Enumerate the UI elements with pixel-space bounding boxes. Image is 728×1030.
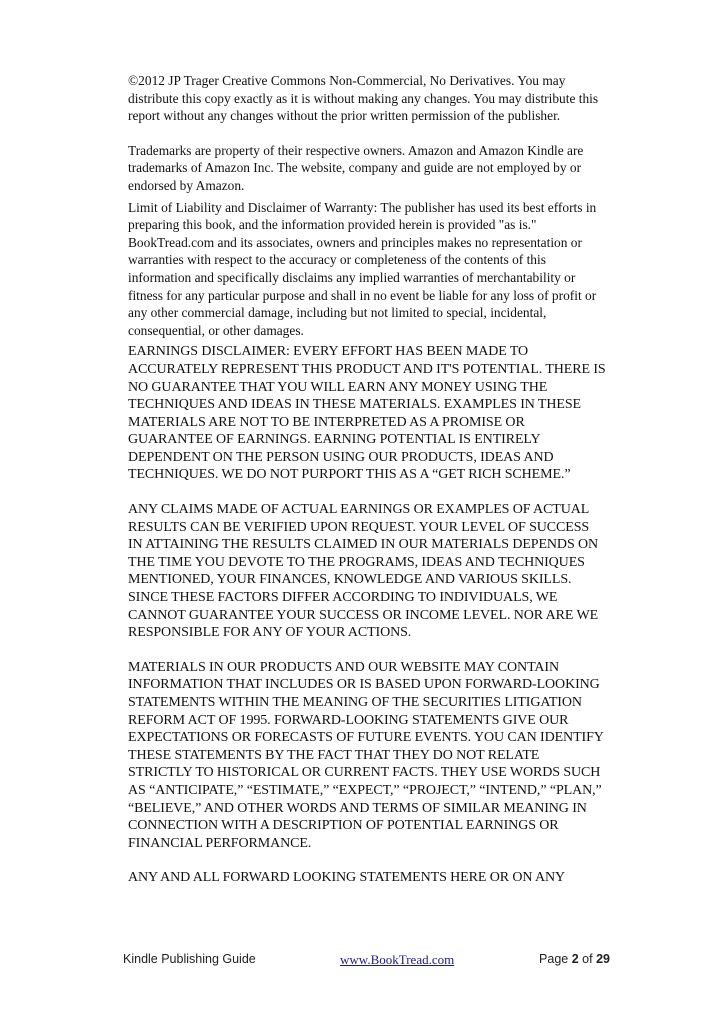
page-total: 29 xyxy=(596,952,610,966)
claims-paragraph: ANY CLAIMS MADE OF ACTUAL EARNINGS OR EXAMPLES OF ACTUAL RESULTS CAN BE VERIFIED UPON REQUEST. YOUR LEVEL OF SUCCESS IN ATTAINING THE RESULTS CLAIMED IN OUR MATERIALS DEPENDS ON THE TIME YOU DEVOTE TO THE PROGRAMS, IDEAS AND TECHNIQUES MENTIONED, YOUR FINANCES, KNOWLEDGE AND VARIOUS SKILLS. SINCE THESE FACTORS DIFFER ACCORDING TO INDIVIDUALS, WE CANNOT GUARANTEE YOUR SUCCESS OR INCOME LEVEL. NOR ARE WE RESPONSIBLE FOR ANY OF YOUR ACTIONS. xyxy=(128,502,599,641)
page-number xyxy=(539,952,610,966)
page-footer xyxy=(120,952,610,972)
page-body xyxy=(128,72,606,887)
any-and-all-paragraph: ANY AND ALL FORWARD LOOKING STATEMENTS HERE OR ON ANY xyxy=(128,870,566,886)
copyright-paragraph: ©2012 JP Trager Creative Commons Non-Commercial, No Derivatives. You may distribute this copy exactly as it is without making any changes. You may distribute this report without any changes without the prior written permission of the publisher. xyxy=(128,73,599,124)
liability-paragraph: Limit of Liability and Disclaimer of Warranty: The publisher has used its best efforts in preparing this book, and the information provided herein is provided "as is." BookTread.com and its associates, owners and principles makes no representation or warranties with respect to the accuracy or completeness of the contents of this information and specifically disclaims any implied warranties of merchantability or fitness for any particular purpose and shall in no event be liable for any loss of profit or any other commercial damage, including but not limited to special, incidental, consequential, or other damages. xyxy=(128,199,597,338)
page-label: Page xyxy=(539,952,569,966)
page-of: of xyxy=(582,952,593,966)
forward-looking-paragraph: MATERIALS IN OUR PRODUCTS AND OUR WEBSITE MAY CONTAIN INFORMATION THAT INCLUDES OR IS BASED UPON FORWARD-LOOKING STATEMENTS WITHIN THE MEANING OF THE SECURITIES LITIGATION REFORM ACT OF 1995. FORWARD-LOOKING STATEMENTS GIVE OUR EXPECTATIONS OR FORECASTS OF FUTURE EVENTS. YOU CAN IDENTIFY THESE STATEMENTS BY THE FACT THAT THEY DO NOT RELATE STRICTLY TO HISTORICAL OR CURRENT FACTS. THEY USE WORDS SUCH AS “ANTICIPATE,” “ESTIMATE,” “EXPECT,” “PROJECT,” “INTEND,” “PLAN,” “BELIEVE,” AND OTHER WORDS AND TERMS OF SIMILAR MEANING IN CONNECTION WITH A DESCRIPTION OF POTENTIAL EARNINGS OR FINANCIAL PERFORMANCE. xyxy=(128,659,604,851)
earnings-disclaimer-paragraph: EARNINGS DISCLAIMER: EVERY EFFORT HAS BEEN MADE TO ACCURATELY REPRESENT THIS PRODUCT AND IT'S POTENTIAL. THERE IS NO GUARANTEE THAT YOU WILL EARN ANY MONEY USING THE TECHNIQUES AND IDEAS IN THESE MATERIALS. EXAMPLES IN THESE MATERIALS ARE NOT TO BE INTERPRETED AS A PROMISE OR GUARANTEE OF EARNINGS. EARNING POTENTIAL IS ENTIRELY DEPENDENT ON THE PERSON USING OUR PRODUCTS, IDEAS AND TECHNIQUES. WE DO NOT PURPORT THIS AS A “GET RICH SCHEME.” xyxy=(128,344,606,483)
page-current: 2 xyxy=(571,952,579,966)
footer-title: Kindle Publishing Guide xyxy=(123,952,256,966)
trademarks-paragraph: Trademarks are property of their respective owners. Amazon and Amazon Kindle are trademarks of Amazon Inc. The website, company and guide are not employed by or endorsed by Amazon. xyxy=(128,142,584,193)
footer-url-link[interactable]: www.BookTread.com xyxy=(340,952,455,967)
